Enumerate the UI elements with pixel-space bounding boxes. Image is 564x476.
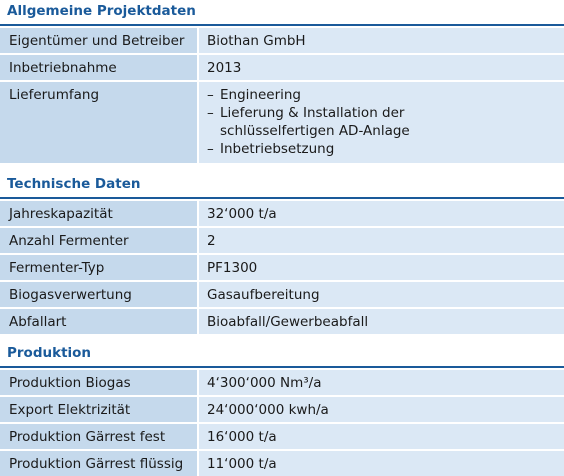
table-row bbox=[0, 255, 564, 280]
row-value-list bbox=[199, 82, 564, 163]
table-row bbox=[0, 309, 564, 334]
table-row bbox=[0, 370, 564, 395]
row-value: 4‘300‘000 Nm³/a bbox=[199, 370, 564, 395]
table-row bbox=[0, 424, 564, 449]
row-label: Produktion Gärrest flüssig bbox=[0, 451, 197, 476]
row-value: PF1300 bbox=[199, 255, 564, 280]
row-value: 24‘000‘000 kwh/a bbox=[199, 397, 564, 422]
section-divider bbox=[0, 197, 564, 199]
table-row bbox=[0, 28, 564, 53]
row-value: Bioabfall/Gewerbeabfall bbox=[199, 309, 564, 334]
row-value: 32‘000 t/a bbox=[199, 201, 564, 226]
section-title-technical: Technische Daten bbox=[7, 176, 141, 192]
table-row bbox=[0, 282, 564, 307]
table-row bbox=[0, 451, 564, 476]
row-value: Gasaufbereitung bbox=[199, 282, 564, 307]
row-label: Eigentümer und Betreiber bbox=[0, 28, 197, 53]
row-value: 11‘000 t/a bbox=[199, 451, 564, 476]
row-label: Export Elektrizität bbox=[0, 397, 197, 422]
row-label: Jahreskapazität bbox=[0, 201, 197, 226]
row-label: Abfallart bbox=[0, 309, 197, 334]
table-row bbox=[0, 228, 564, 253]
table-row bbox=[0, 201, 564, 226]
row-value: 16‘000 t/a bbox=[199, 424, 564, 449]
row-label: Anzahl Fermenter bbox=[0, 228, 197, 253]
section-title-general: Allgemeine Projektdaten bbox=[7, 3, 196, 19]
scope-list bbox=[207, 86, 564, 158]
table-row bbox=[0, 397, 564, 422]
list-item: – Lieferung & Installation der schlüsselfertigen AD-Anlage bbox=[207, 104, 510, 140]
row-label: Inbetriebnahme bbox=[0, 55, 197, 80]
row-value: Biothan GmbH bbox=[199, 28, 564, 53]
table-row bbox=[0, 82, 564, 163]
row-label: Biogasverwertung bbox=[0, 282, 197, 307]
row-label: Produktion Gärrest fest bbox=[0, 424, 197, 449]
row-value: 2013 bbox=[199, 55, 564, 80]
section-divider bbox=[0, 366, 564, 368]
row-label: Lieferumfang bbox=[0, 82, 197, 163]
row-value: 2 bbox=[199, 228, 564, 253]
row-label: Fermenter-Typ bbox=[0, 255, 197, 280]
list-item: – Inbetriebsetzung bbox=[207, 140, 564, 158]
section-divider bbox=[0, 24, 564, 26]
list-item: – Engineering bbox=[207, 86, 564, 104]
table-row bbox=[0, 55, 564, 80]
row-label: Produktion Biogas bbox=[0, 370, 197, 395]
section-title-production: Produktion bbox=[7, 345, 92, 361]
